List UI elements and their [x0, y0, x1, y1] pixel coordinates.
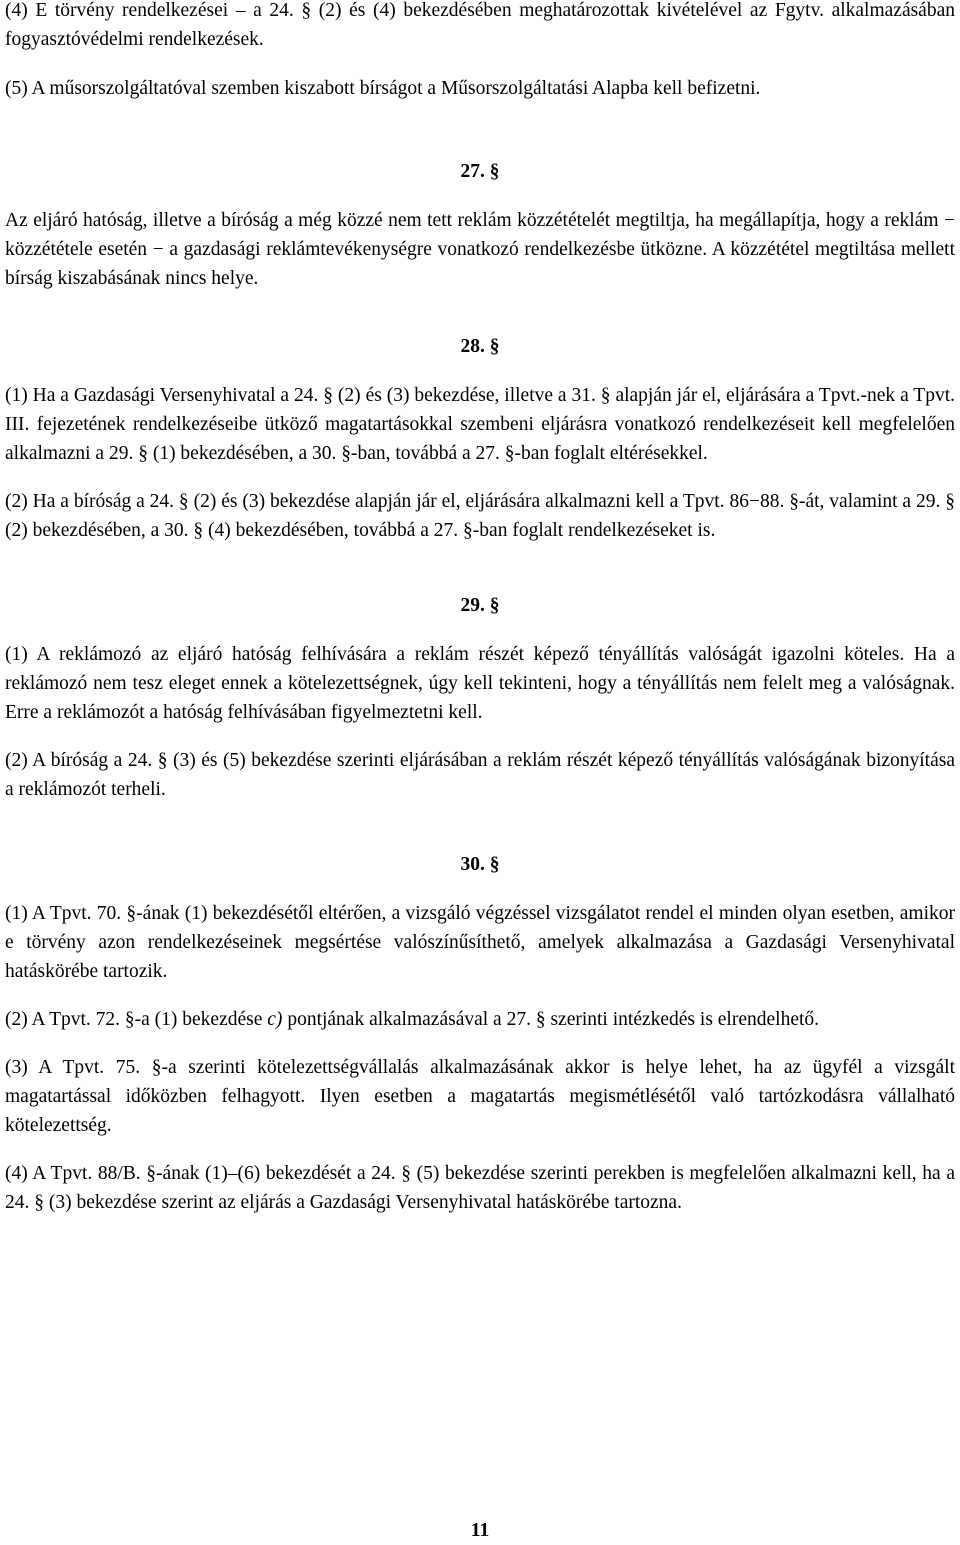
- paragraph-30-2-text-a: (2) A Tpvt. 72. §-a (1) bekezdése: [5, 1009, 268, 1030]
- section-heading-30: 30. §: [460, 854, 500, 875]
- paragraph-27-1: Az eljáró hatóság, illetve a bíróság a még közzé nem tett reklám közzétételét megtiltja, ha megállapítja, hogy a reklám − közzététele esetén − a gazdasági reklámtevékenységre vonatkozó rendelkezésbe ütközne. A közzététel megtiltása mellett bírság kiszabásának nincs helye.: [5, 210, 955, 289]
- section-heading-27: 27. §: [460, 161, 500, 182]
- paragraph-30-4: (4) A Tpvt. 88/B. §-ának (1)–(6) bekezdését a 24. § (5) bekezdése szerinti perekben is megfelelően alkalmazni kell, ha a 24. § (3) bekezdése szerint az eljárás a Gazdasági Versenyhivatal hatáskörébe tartozna.: [5, 1163, 955, 1213]
- section-heading-29: 29. §: [460, 595, 500, 616]
- paragraph-29-1: (1) A reklámozó az eljáró hatóság felhívására a reklám részét képező tényállítás valóságát igazolni köteles. Ha a reklámozó nem tesz eleget ennek a kötelezettségnek, úgy kell tekinteni, hogy a tényállítás nem felelt meg a valóságnak. Erre a reklámozót a hatóság felhívásában figyelmeztetni kell.: [5, 644, 955, 723]
- page-number: 11: [470, 1520, 490, 1541]
- document-page: [5, 0, 955, 1217]
- paragraph-30-2-italic: c): [267, 1009, 283, 1030]
- paragraph-28-1: (1) Ha a Gazdasági Versenyhivatal a 24. § (2) és (3) bekezdése, illetve a 31. § alapján jár el, eljárására a Tpvt.-nek a Tpvt. III. fejezetének rendelkezéseibe ütköző magatartásokkal szembeni eljárásra vonatkozó rendelkezéseit kell megfelelően alkalmazni a 29. § (1) bekezdésében, a 30. §-ban, továbbá a 27. §-ban foglalt eltérésekkel.: [5, 385, 955, 464]
- paragraph-29-2: (2) A bíróság a 24. § (3) és (5) bekezdése szerinti eljárásában a reklám részét képező tényállítás valóságának bizonyítása a reklámozót terheli.: [5, 750, 955, 800]
- paragraph-30-2: [5, 1005, 955, 1034]
- paragraph-26-5: (5) A műsorszolgáltatóval szemben kiszabott bírságot a Műsorszolgáltatási Alapba kell befizetni.: [5, 78, 761, 99]
- section-heading-28: 28. §: [460, 336, 500, 357]
- paragraph-30-1: (1) A Tpvt. 70. §-ának (1) bekezdésétől eltérően, a vizsgáló végzéssel vizsgálatot rendel el minden olyan esetben, amikor e törvény azon rendelkezéseinek megsértése valószínűsíthető, amelyek alkalmazása a Gazdasági Versenyhivatal hatáskörébe tartozik.: [5, 903, 955, 982]
- paragraph-28-2: (2) Ha a bíróság a 24. § (2) és (3) bekezdése alapján jár el, eljárására alkalmazni kell a Tpvt. 86−88. §-át, valamint a 29. § (2) bekezdésében, a 30. § (4) bekezdésében, továbbá a 27. §-ban foglalt rendelkezéseket is.: [5, 491, 955, 541]
- paragraph-26-4: (4) E törvény rendelkezései – a 24. § (2) és (4) bekezdésében meghatározottak kivételével az Fgytv. alkalmazásában fogyasztóvédelmi rendelkezések.: [5, 0, 955, 50]
- paragraph-30-2-text-b: pontjának alkalmazásával a 27. § szerinti intézkedés is elrendelhető.: [282, 1009, 820, 1030]
- paragraph-30-3: (3) A Tpvt. 75. §-a szerinti kötelezettségvállalás alkalmazásának akkor is helye lehet, ha az ügyfél a vizsgált magatartással időközben felhagyott. Ilyen esetben a magatartás megismétlésétől való tartózkodásra vállalható kötelezettség.: [5, 1057, 955, 1136]
